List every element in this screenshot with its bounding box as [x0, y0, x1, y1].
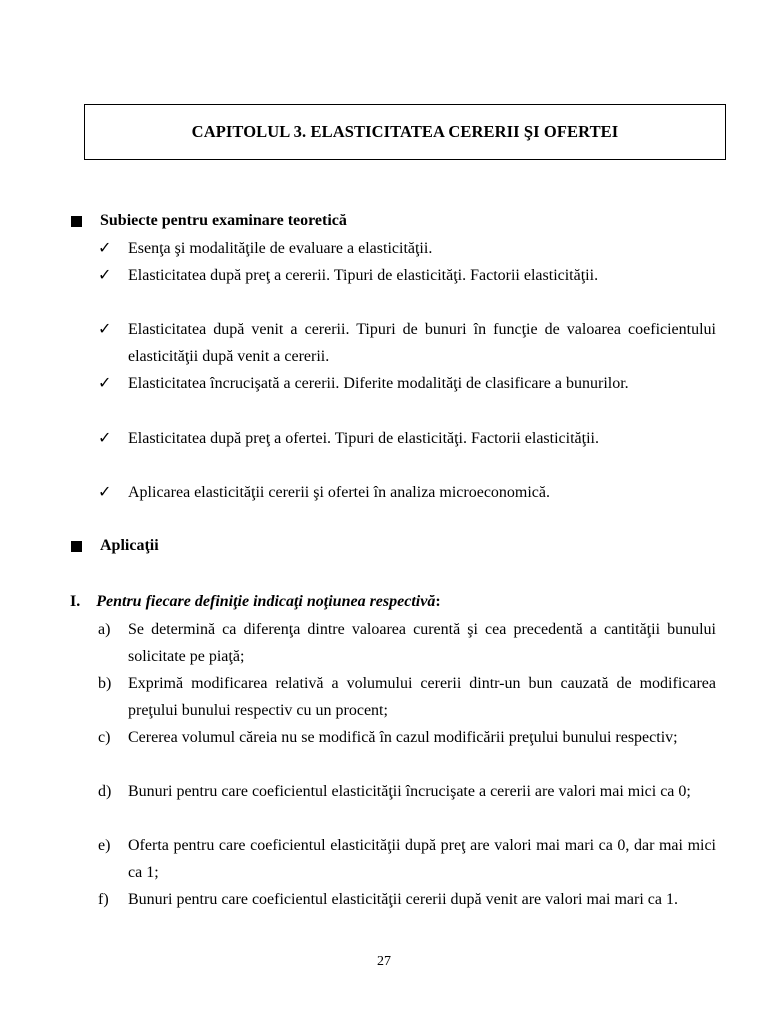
list-item: ✓ Aplicarea elasticităţii cererii şi ofertei în analiza microeconomică. — [98, 479, 716, 506]
list-item: ✓ Elasticitatea după preţ a ofertei. Tipuri de elasticităţi. Factorii elasticităţii. — [98, 425, 716, 452]
exercise-colon: : — [435, 593, 441, 610]
list-item: ✓ Elasticitatea după venit a cererii. Tipuri de bunuri în funcţie de valoarea coeficientului elasticităţii după venit a cererii. — [98, 316, 716, 370]
list-item: ✓ Esenţa şi modalităţile de evaluare a elasticităţii. — [98, 235, 716, 262]
chapter-title-box — [84, 104, 726, 160]
checkmark-icon: ✓ — [98, 484, 112, 501]
checkmark-icon: ✓ — [98, 321, 112, 338]
item-label: d) — [98, 783, 112, 800]
section-applications-heading — [71, 537, 159, 555]
page-number: 27 — [377, 954, 391, 969]
list-item: b) Exprimă modificarea relativă a volumului cererii dintr-un bun cauzată de modificarea preţului bunului respectiv cu un procent; — [98, 670, 716, 724]
item-label: f) — [98, 891, 109, 908]
item-label: a) — [98, 621, 111, 638]
item-label: e) — [98, 837, 111, 854]
list-item: e) Oferta pentru care coeficientul elasticităţii după preţ are valori mai mari ca 0, dar mai mici ca 1; — [98, 832, 716, 886]
list-item: ✓ Elasticitatea după preţ a cererii. Tipuri de elasticităţi. Factorii elasticităţii. — [98, 262, 716, 289]
list-item: a) Se determină ca diferenţa dintre valoarea curentă şi cea precedentă a cantităţii bunului solicitate pe piaţă; — [98, 616, 716, 670]
item-label: b) — [98, 675, 112, 692]
square-bullet-icon — [71, 541, 82, 552]
checkmark-icon: ✓ — [98, 430, 112, 447]
list-item: f) Bunuri pentru care coeficientul elasticităţii cererii după venit are valori mai mari ca 1. — [98, 886, 716, 913]
item-label: c) — [98, 729, 111, 746]
square-bullet-icon — [71, 216, 82, 227]
checkmark-icon: ✓ — [98, 375, 112, 392]
checkmark-icon: ✓ — [98, 267, 112, 284]
section-applications-title: Aplicaţii — [100, 537, 159, 554]
checkmark-icon: ✓ — [98, 240, 112, 257]
list-item: c) Cererea volumul căreia nu se modifică în cazul modificării preţului bunului respectiv; — [98, 724, 716, 751]
list-item: d) Bunuri pentru care coeficientul elasticităţii încrucişate a cererii are valori mai mici ca 0; — [98, 778, 716, 805]
list-item: ✓ Elasticitatea încrucişată a cererii. Diferite modalităţi de clasificare a bunurilor. — [98, 370, 716, 397]
section-theory-title: Subiecte pentru examinare teoretică — [100, 212, 347, 229]
section-theory-heading — [71, 212, 347, 230]
exercise-instruction: Pentru fiecare definiţie indicaţi noţiunea respectivă — [96, 593, 436, 610]
exercise-heading — [70, 588, 441, 615]
exercise-numeral: I. — [70, 593, 81, 610]
chapter-title: CAPITOLUL 3. ELASTICITATEA CERERII ŞI OFERTEI — [191, 122, 619, 141]
